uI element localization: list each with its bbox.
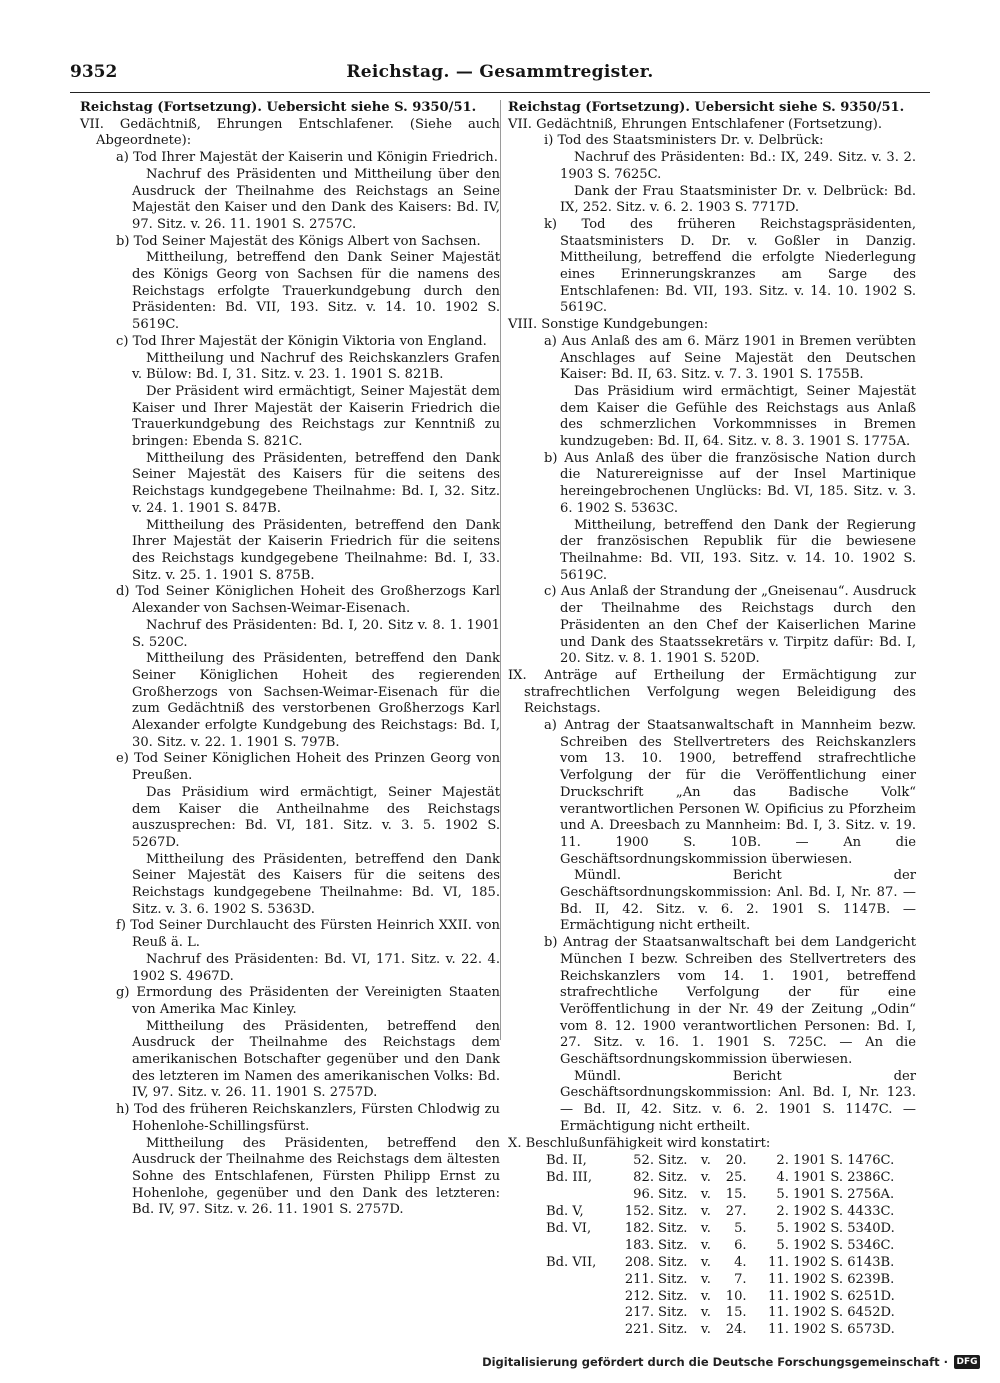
column-heading: Reichstag (Fortsetzung). Uebersicht siehe S. 9350/51. [80,100,477,115]
quorum-table-cell: 208. [624,1254,654,1270]
quorum-table-row [544,1153,916,1170]
section-x-title: X. Beschlußunfähigkeit wird konstatirt: [508,1135,771,1151]
quorum-table-cell [544,1322,614,1339]
quorum-table-cell: 182. [624,1220,654,1236]
entry-ix-b-title: b) Antrag der Staatsanwaltschaft bei dem Landgericht München I bezw. Schreiben des Stellvertreters des Reichskanzlers vom 14. 1. 1901, betreffend strafrechtliche Verfolgung der für eine Veröffentlichung in der Nr. 49 der Zeitung „Odin“ vom 8. 12. 1900 verantwortlichen Personen: Bd. I, 27. Sitz. v. 16. 1. 1901 S. 725C. — An die Geschäftsordnungskommission überwiesen. [544,935,916,1068]
quorum-table-row [544,1255,916,1272]
quorum-table-cell: Bd. III, [546,1170,593,1186]
quorum-table-cell: 11. 1902 [768,1322,827,1338]
quorum-table-cell: 20. [725,1153,747,1169]
left-column [80,100,500,1315]
quorum-table-row [544,1170,916,1187]
entry-h-title: h) Tod des früheren Reichskanzlers, Fürsten Chlodwig zu Hohenlohe-Schillingsfürst. [116,1102,500,1134]
section-ix-title: IX. Anträge auf Ertheilung der Ermächtigung zur strafrechtlichen Verfolgung wegen Beleidigung des Reichstags. [508,667,916,717]
footer-credit: Digitalisierung gefördert durch die Deutsche Forschungsgemeinschaft · [482,1355,948,1369]
quorum-table-cell: v. [700,1305,711,1321]
quorum-table-cell: S. 5340D. [830,1220,895,1236]
quorum-table-cell: S. 6452D. [830,1305,895,1321]
quorum-table-cell: Sitz. [657,1322,688,1338]
quorum-table-row [544,1322,916,1339]
section-viii-title: VIII. Sonstige Kundgebungen: [508,317,709,333]
entry-ix-b-text: Mündl. Bericht der Geschäftsordnungskommission: Anl. Bd. I, Nr. 123. — Bd. II, 42. Sitz. v. 6. 2. 1901 S. 1147C. — Ermächtigung nicht ertheilt. [560,1068,916,1134]
quorum-table-cell: 2. 1901 [776,1153,827,1169]
quorum-table-cell: 27. [725,1204,747,1220]
quorum-table-cell: 10. [725,1288,747,1304]
quorum-table-cell: S. 2756A. [830,1187,895,1203]
entry-b-title: b) Tod Seiner Majestät des Königs Albert von Sachsen. [116,233,481,249]
entry-a-title: a) Tod Ihrer Majestät der Kaiserin und Königin Friedrich. [116,150,498,166]
quorum-table-cell: 82. [633,1170,654,1186]
footer [482,1355,980,1369]
entry-f-title: f) Tod Seiner Durchlaucht des Fürsten Heinrich XXII. von Reuß ä. L. [116,918,500,951]
quorum-table-cell: v. [700,1237,711,1253]
quorum-table-cell: v. [700,1271,711,1287]
quorum-table-cell: Sitz. [657,1220,688,1236]
entry-e-title: e) Tod Seiner Königlichen Hoheit des Prinzen Georg von Preußen. [116,751,500,784]
quorum-table-cell: Bd. II, [546,1153,587,1169]
section-vii-title: VII. Gedächtniß, Ehrungen Entschlafener. (Siehe auch Abgeordnete): [80,116,500,149]
quorum-table-cell: 4. [734,1254,747,1270]
entry-i-title: i) Tod des Staatsministers Dr. v. Delbrück: [544,133,824,149]
quorum-table-cell: 5. [734,1220,747,1236]
entry-c-text-4: Mittheilung des Präsidenten, betreffend den Dank Ihrer Majestät der Kaiserin Friedrich für die seitens des Reichstags kundgegebene Theilnahme: Bd. I, 33. Sitz. v. 25. 1. 1901 S. 875B. [132,517,500,583]
quorum-table-cell: Sitz. [657,1254,688,1270]
column-heading: Reichstag (Fortsetzung). Uebersicht siehe S. 9350/51. [508,100,905,115]
quorum-table-cell: 183. [624,1237,654,1253]
entry-d-text-2: Mittheilung des Präsidenten, betreffend den Dank Seiner Königlichen Hoheit des regierenden Großherzogs von Sachsen-Weimar-Eisenach für die zum Gedächtniß des verstorbenen Großherzogs Karl Alexander erfolgte Kundgebung des Reichstags: Bd. I, 30. Sitz. v. 22. 1. 1901 S. 797B. [132,651,500,750]
quorum-table-cell [544,1187,614,1204]
quorum-table-cell: 152. [624,1204,654,1220]
entry-e-text-2: Mittheilung des Präsidenten, betreffend den Dank Seiner Majestät des Kaisers für die seitens des Reichstags kundgegebene Theilnahme: Bd. VI, 185. Sitz. v. 3. 6. 1902 S. 5363D. [132,851,500,917]
quorum-table-row [544,1289,916,1306]
page-number: 9352 [70,62,118,82]
entry-g-text: Mittheilung des Präsidenten, betreffend den Ausdruck der Theilnahme des Reichstags dem amerikanischen Botschafter gegenüber und den Dank des letzteren im Namen des amerikanischen Volks: Bd. IV, 97. Sitz. v. 26. 11. 1901 S. 2757D. [132,1018,500,1101]
quorum-table-cell: 11. 1902 [768,1271,827,1287]
quorum-table-row [544,1187,916,1204]
entry-c-text-1: Mittheilung und Nachruf des Reichskanzlers Grafen v. Bülow: Bd. I, 31. Sitz. v. 23. 1. 1901 S. 821B. [132,350,500,383]
entry-c-title: c) Tod Ihrer Majestät der Königin Viktoria von England. [116,333,487,349]
entry-ix-a-title: a) Antrag der Staatsanwaltschaft in Mannheim bezw. Schreiben des Stellvertreters des Reichskanzlers vom 13. 10. 1900, betreffend strafrechtliche Verfolgung der für die Veröffentlichung einer Druckschrift „An das Badische Volk“ verantwortlichen Personen W. Opificius zu Pforzheim und A. Dreesbach zu Mannheim: Bd. I, 3. Sitz. v. 19. 11. 1900 S. 10B. — An die Geschäftsordnungskommission überwiesen. [544,718,916,867]
quorum-table-cell: v. [700,1220,711,1236]
section-vii-continued-title: VII. Gedächtniß, Ehrungen Entschlafener (Fortsetzung). [508,116,883,132]
quorum-table-cell: Bd. VII, [546,1254,597,1270]
quorum-table-cell: 7. [734,1271,747,1287]
quorum-table-cell [544,1272,614,1289]
column-divider [500,100,501,1040]
quorum-table-cell: 2. 1902 [776,1204,827,1220]
quorum-table-cell: v. [700,1288,711,1304]
entry-c-text-3: Mittheilung des Präsidenten, betreffend den Dank Seiner Majestät des Kaisers für die seitens des Reichstags kundgegebene Theilnahme: Bd. I, 32. Sitz. v. 24. 1. 1901 S. 847B. [132,450,500,516]
quorum-table-cell: S. 6239B. [830,1271,895,1287]
running-title: Reichstag. — Gesammtregister. [346,62,654,82]
quorum-table-cell: 15. [725,1187,747,1203]
quorum-table-body [544,1153,916,1339]
quorum-table [544,1153,916,1339]
quorum-table-cell: S. 6251D. [830,1288,895,1304]
quorum-table-cell: 217. [624,1305,654,1321]
quorum-table-cell: 11. 1902 [768,1254,827,1270]
entry-k-title: k) Tod des früheren Reichstagspräsidenten, Staatsministers D. Dr. v. Goßler in Danzig. Mittheilung, betreffend die erfolgte Niederlegung eines Erinnerungskranzes am Sarge des Entschlafenen: Bd. VII, 193. Sitz. v. 14. 10. 1902 S. 5619C. [544,216,916,316]
quorum-table-cell: Sitz. [657,1204,688,1220]
quorum-table-cell: v. [700,1170,711,1186]
quorum-table-cell: 212. [624,1288,654,1304]
quorum-table-cell: Sitz. [657,1271,688,1287]
quorum-table-cell: Bd. V, [546,1204,584,1220]
quorum-table-cell: 24. [725,1322,747,1338]
page-header [70,58,930,93]
entry-viii-b-title: b) Aus Anlaß des über die französische Nation durch die Naturereignisse auf der Insel Martinique hereingebrochenen Unglücks: Bd. VI, 185. Sitz. v. 3. 6. 1902 S. 5363C. [544,450,916,516]
quorum-table-row [544,1272,916,1289]
entry-f-text: Nachruf des Präsidenten: Bd. VI, 171. Sitz. v. 22. 4. 1902 S. 4967D. [132,951,500,984]
quorum-table-cell: 52. [633,1153,654,1169]
quorum-table-cell: 11. 1902 [768,1288,827,1304]
quorum-table-cell: v. [700,1187,711,1203]
entry-a-text: Nachruf des Präsidenten und Mittheilung über den Ausdruck der Theilnahme des Reichstags an Seine Majestät den Kaiser und den Dank des Kaisers: Bd. IV, 97. Sitz. v. 26. 11. 1901 S. 2757C. [132,166,500,232]
quorum-table-cell: 4. 1901 [776,1170,827,1186]
quorum-table-cell: 96. [633,1187,654,1203]
entry-viii-b-text: Mittheilung, betreffend den Dank der Regierung der französischen Republik für die bewiesene Theilnahme: Bd. VII, 193. Sitz. v. 14. 10. 1902 S. 5619C. [560,517,916,583]
quorum-table-wrapper [508,1153,916,1339]
quorum-table-row [544,1238,916,1255]
quorum-table-cell: Sitz. [657,1170,688,1186]
quorum-table-cell: Sitz. [657,1187,688,1203]
quorum-table-cell: 5. 1902 [776,1237,827,1253]
entry-d-text-1: Nachruf des Präsidenten: Bd. I, 20. Sitz v. 8. 1. 1901 S. 520C. [132,617,500,650]
right-column [508,100,916,1338]
quorum-table-row [544,1204,916,1221]
quorum-table-cell: 11. 1902 [768,1305,827,1321]
entry-g-title: g) Ermordung des Präsidenten der Vereinigten Staaten von Amerika Mac Kinley. [116,985,500,1017]
entry-viii-c-title: c) Aus Anlaß der Strandung der „Gneisenau“. Ausdruck der Theilnahme des Reichstags durch den Präsidenten an den Chef der Kaiserlichen Marine und Dank des Staatssekretärs v. Tirpitz dafür: Bd. I, 20. Sitz. v. 8. 1. 1901 S. 520D. [544,584,916,667]
quorum-table-cell [544,1305,614,1322]
entry-d-title: d) Tod Seiner Königlichen Hoheit des Großherzogs Karl Alexander von Sachsen-Weimar-Eisenach. [116,584,500,617]
quorum-table-cell: Sitz. [657,1237,688,1253]
quorum-table-cell: S. 4433C. [830,1204,895,1220]
quorum-table-cell: Sitz. [657,1153,688,1169]
entry-c-text-2: Der Präsident wird ermächtigt, Seiner Majestät dem Kaiser und Ihrer Majestät der Kaiserin Friedrich die Trauerkundgebung des Reichstags zur Kenntniß zu bringen: Ebenda S. 821C. [132,383,500,450]
quorum-table-cell: 211. [624,1271,654,1287]
quorum-table-cell: Bd. VI, [546,1220,592,1236]
quorum-table-row [544,1221,916,1238]
quorum-table-cell: S. 5346C. [830,1237,895,1253]
quorum-table-cell: 15. [725,1305,747,1321]
quorum-table-cell: Sitz. [657,1305,688,1321]
quorum-table-cell: 25. [725,1170,747,1186]
quorum-table-cell: S. 6143B. [830,1254,895,1270]
quorum-table-cell: Sitz. [657,1288,688,1304]
entry-ix-a-text: Mündl. Bericht der Geschäftsordnungskommission: Anl. Bd. I, Nr. 87. — Bd. II, 42. Sitz. v. 6. 2. 1901 S. 1147B. — Ermächtigung nicht ertheilt. [560,868,916,934]
quorum-table-cell: 221. [624,1322,654,1338]
quorum-table-cell [544,1238,614,1255]
quorum-table-cell: 5. 1902 [776,1220,827,1236]
quorum-table-cell [544,1289,614,1306]
quorum-table-cell: S. 2386C. [830,1170,895,1186]
quorum-table-cell: v. [700,1153,711,1169]
entry-h-text: Mittheilung des Präsidenten, betreffend den Ausdruck der Theilnahme des Reichstags dem ältesten Sohne des Entschlafenen, Fürsten Philipp Ernst zu Hohenlohe, gegenüber und den Dank des letzteren: Bd. IV, 97. Sitz. v. 26. 11. 1901 S. 2757D. [132,1135,500,1218]
entry-viii-a-title: a) Aus Anlaß des am 6. März 1901 in Bremen verübten Anschlages auf Seine Majestät den Deutschen Kaiser: Bd. II, 63. Sitz. v. 7. 3. 1901 S. 1755B. [544,333,916,383]
entry-i-text-1: Nachruf des Präsidenten: Bd.: IX, 249. Sitz. v. 3. 2. 1903 S. 7625C. [560,150,916,182]
quorum-table-cell: 5. 1901 [776,1187,827,1203]
quorum-table-cell: S. 6573D. [830,1322,895,1338]
entry-b-text: Mittheilung, betreffend den Dank Seiner Majestät des Königs Georg von Sachsen für die namens des Reichstags erfolgte Trauerkundgebung durch den Präsidenten: Bd. VII, 193. Sitz. v. 14. 10. 1902 S. 5619C. [132,250,500,333]
quorum-table-cell: v. [700,1204,711,1220]
quorum-table-cell: v. [700,1254,711,1270]
entry-e-text-1: Das Präsidium wird ermächtigt, Seiner Majestät dem Kaiser die Antheilnahme des Reichstags auszusprechen: Bd. VI, 181. Sitz. v. 3. 5. 1902 S. 5267D. [132,784,500,850]
dfg-logo-icon: DFG [954,1355,980,1369]
quorum-table-row [544,1305,916,1322]
entry-viii-a-text: Das Präsidium wird ermächtigt, Seiner Majestät dem Kaiser die Gefühle des Reichstags aus Anlaß des schmerzlichen Vorkommnisses in Bremen kundzugeben: Bd. II, 64. Sitz. v. 8. 3. 1901 S. 1775A. [560,383,916,450]
quorum-table-cell: S. 1476C. [830,1153,895,1169]
entry-i-text-2: Dank der Frau Staatsminister Dr. v. Delbrück: Bd. IX, 252. Sitz. v. 6. 2. 1903 S. 7717D. [560,183,916,216]
quorum-table-cell: 6. [734,1237,747,1253]
quorum-table-cell: v. [700,1322,711,1338]
